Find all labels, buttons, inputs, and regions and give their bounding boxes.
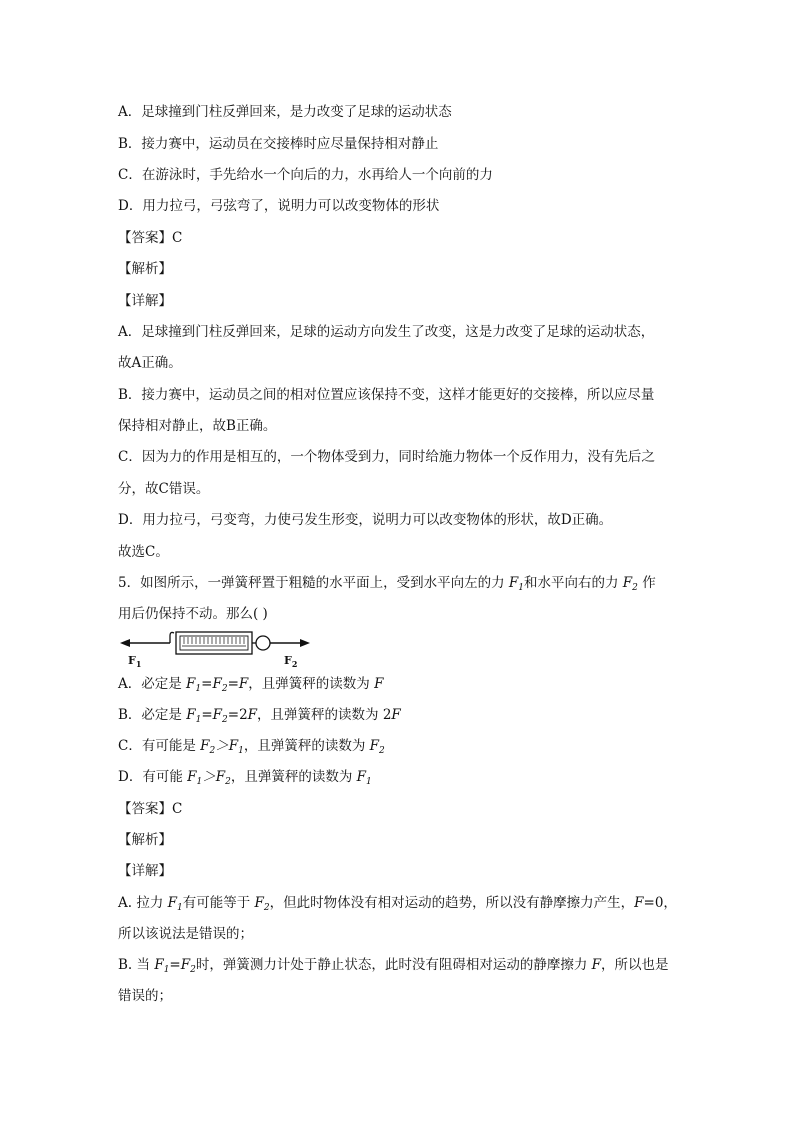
q4-detail-heading: 【详解】	[118, 293, 172, 309]
q4-explanation-b-line1: B．接力赛中，运动员之间的相对位置应该保持不变，这样才能更好的交接棒，所以应尽量	[118, 387, 655, 403]
q5-answer: 【答案】C	[118, 801, 183, 817]
q5-explanation-a-line1: A. 拉力 $F_1$有可能等于 $F_2$，但此时物体没有相对运动的趋势，所以没有静摩擦力产生，F=0，	[118, 895, 677, 913]
q4-explanation-c-line2: 分，故C错误。	[118, 481, 210, 497]
q4-option-b: B．接力赛中，运动员在交接棒时应尽量保持相对静止	[118, 136, 439, 152]
q4-explanation-d: D．用力拉弓，弓变弯，力使弓发生形变，说明力可以改变物体的形状，故D正确。	[118, 512, 613, 528]
q5-option-b: B．必定是 $F_1=F_2=2F$，且弹簧秤的读数为 2F	[118, 707, 401, 725]
q5-detail-heading: 【详解】	[118, 863, 172, 879]
q5-option-a: A．必定是 $F_1=F_2=F$，且弹簧秤的读数为 F	[118, 676, 384, 694]
force-f2-arrowhead	[300, 639, 310, 647]
q5-explanation-b-line2: 错误的；	[118, 988, 172, 1004]
q4-option-c: C．在游泳时，手先给水一个向后的力，水再给人一个向前的力	[118, 167, 493, 183]
q4-answer: 【答案】C	[118, 230, 183, 246]
q4-explanation-c-line1: C．因为力的作用是相互的，一个物体受到力，同时给施力物体一个反作用力，没有先后之	[118, 449, 655, 465]
q5-stem-line2: 用后仍保持不动。那么( )	[118, 606, 268, 622]
q4-conclusion: 故选C。	[118, 544, 169, 560]
q5-option-d: D．有可能 $F_1>F_2$，且弹簧秤的读数为 $F_1$	[118, 769, 372, 787]
q4-option-a: A．足球撞到门柱反弹回来，是力改变了足球的运动状态	[118, 104, 452, 120]
spring-scale-figure	[118, 628, 318, 668]
q4-explanation-b-line2: 保持相对静止，故B正确。	[118, 418, 277, 434]
q4-analysis-heading: 【解析】	[118, 261, 172, 277]
q5-explanation-a-line2: 所以该说法是错误的；	[118, 926, 253, 942]
q5-stem-line1: 5．如图所示，一弹簧秤置于粗糙的水平面上，受到水平向左的力 $F_1$和水平向右的力 $F_2$ 作	[118, 575, 656, 593]
q4-explanation-a-line1: A．足球撞到门柱反弹回来，足球的运动方向发生了改变，这是力改变了足球的运动状态，	[118, 324, 655, 340]
scale-body	[176, 632, 252, 654]
q5-analysis-heading: 【解析】	[118, 832, 172, 848]
q5-option-c: C．有可能是 $F_2>F_1$，且弹簧秤的读数为 $F_2$	[118, 738, 385, 756]
scale-ring-icon	[256, 636, 270, 650]
q4-explanation-a-line2: 故A正确。	[118, 355, 182, 371]
force-f1-arrowhead	[120, 639, 130, 647]
figure-label-f2: $F_2$	[284, 654, 298, 668]
scale-hook-icon	[170, 632, 174, 643]
q4-option-d: D．用力拉弓，弓弦弯了，说明力可以改变物体的形状	[118, 198, 440, 214]
q5-explanation-b-line1: B. 当 $F_1=F_2$时，弹簧测力计处于静止状态，此时没有阻碍相对运动的静摩擦力 F，所以也是	[118, 957, 669, 975]
figure-label-f1: $F_1$	[128, 654, 142, 668]
